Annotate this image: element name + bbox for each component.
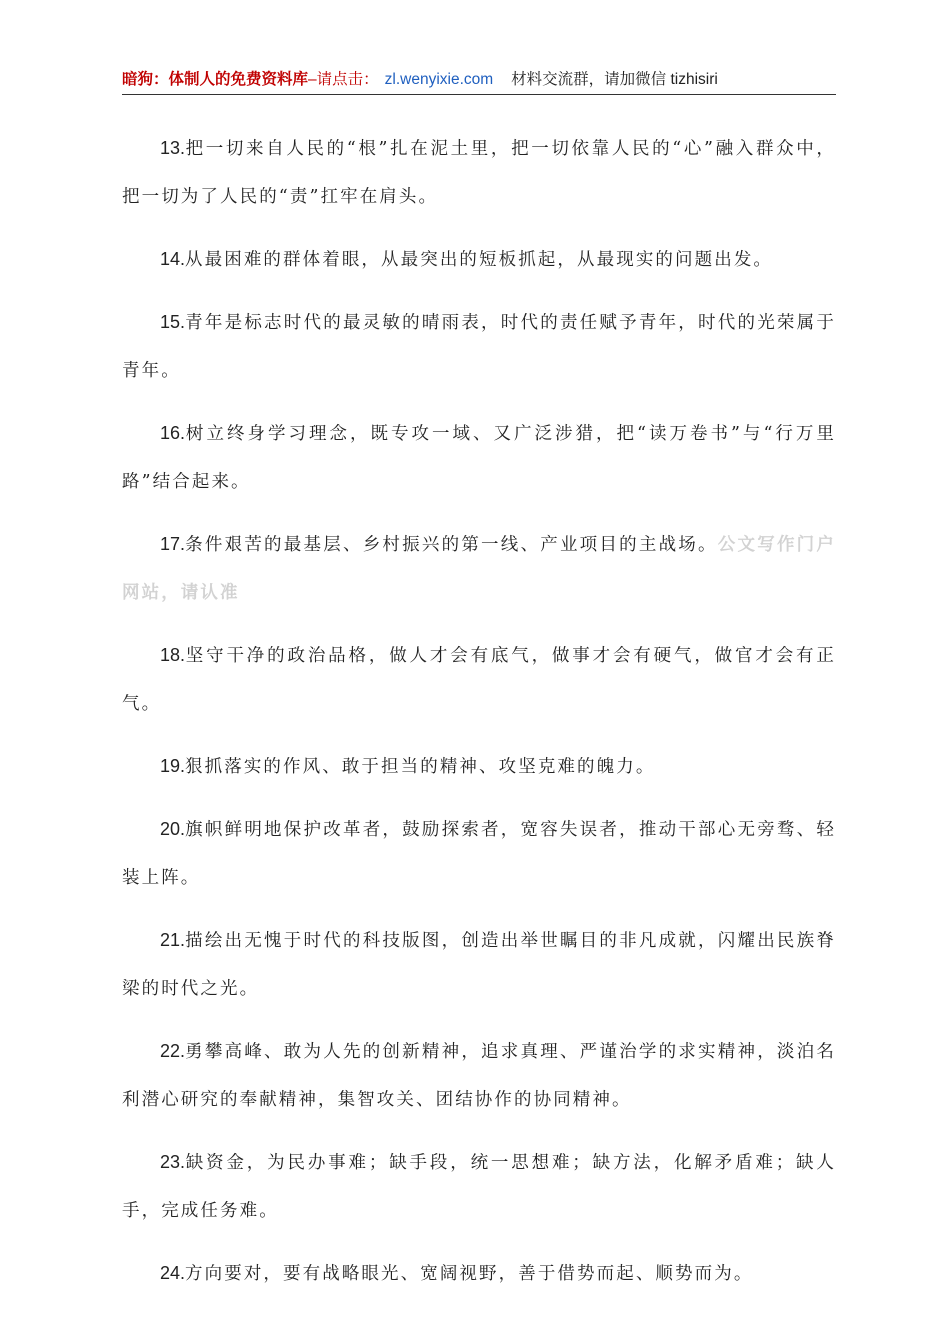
- header-contact: 材料交流群，请加微信 tizhisiri: [511, 71, 718, 88]
- item-text: 方向要对，要有战略眼光、宽阔视野，善于借势而起、顺势而为。: [185, 1264, 754, 1284]
- page-header: [122, 66, 836, 95]
- document-body: [122, 124, 836, 1312]
- header-brand: 暗狗：体制人的免费资料库: [122, 71, 309, 88]
- item-number: 16.: [160, 423, 186, 443]
- item-text: 描绘出无愧于时代的科技版图，创造出举世瞩目的非凡成就，闪耀出民族脊梁的时代之光。: [122, 931, 836, 999]
- item-number: 13.: [160, 138, 186, 158]
- item-text: 缺资金，为民办事难；缺手段，统一思想难；缺方法，化解矛盾难；缺人手，完成任务难。: [122, 1153, 836, 1221]
- list-item: [122, 235, 836, 284]
- item-number: 19.: [160, 756, 186, 776]
- item-number: 20.: [160, 819, 186, 839]
- list-item: [122, 805, 836, 902]
- list-item: [122, 1027, 836, 1124]
- item-number: 23.: [160, 1152, 186, 1172]
- list-item: [122, 742, 836, 791]
- item-text: 勇攀高峰、敢为人先的创新精神，追求真理、严谨治学的求实精神，淡泊名利潜心研究的奉献精神，集智攻关、团结协作的协同精神。: [122, 1042, 836, 1110]
- item-text: 从最困难的群体着眼，从最突出的短板抓起，从最现实的问题出发。: [185, 250, 774, 270]
- item-text: 坚守干净的政治品格，做人才会有底气，做事才会有硬气，做官才会有正气。: [122, 646, 836, 714]
- list-item: [122, 409, 836, 506]
- list-item: [122, 1138, 836, 1235]
- item-text: 旗帜鲜明地保护改革者，鼓励探索者，宽容失误者，推动干部心无旁骛、轻装上阵。: [122, 820, 836, 888]
- list-item: [122, 298, 836, 395]
- item-text: 树立终身学习理念，既专攻一域、又广泛涉猎，把“读万卷书”与“行万里路”结合起来。: [122, 424, 836, 492]
- item-text: 条件艰苦的最基层、乡村振兴的第一线、产业项目的主战场。: [185, 535, 718, 555]
- item-text: 把一切来自人民的“根”扎在泥土里，把一切依靠人民的“心”融入群众中，把一切为了人民的“责”扛牢在肩头。: [122, 139, 836, 207]
- list-item: [122, 916, 836, 1013]
- item-number: 17.: [160, 534, 186, 554]
- item-number: 21.: [160, 930, 186, 950]
- item-number: 15.: [160, 312, 186, 332]
- list-item: [122, 520, 836, 617]
- item-number: 22.: [160, 1041, 186, 1061]
- header-link[interactable]: zl.wenyixie.com: [384, 71, 494, 88]
- list-item: [122, 124, 836, 221]
- header-prompt: –请点击：: [308, 71, 379, 88]
- watermark-text: 公文写作门户网站，请认准: [122, 535, 836, 603]
- list-item: [122, 631, 836, 728]
- item-number: 18.: [160, 645, 186, 665]
- item-text: 青年是标志时代的最灵敏的晴雨表，时代的责任赋予青年，时代的光荣属于青年。: [122, 313, 836, 381]
- list-item: [122, 1249, 836, 1298]
- item-number: 24.: [160, 1263, 186, 1283]
- item-number: 14.: [160, 249, 186, 269]
- item-text: 狠抓落实的作风、敢于担当的精神、攻坚克难的魄力。: [185, 757, 656, 777]
